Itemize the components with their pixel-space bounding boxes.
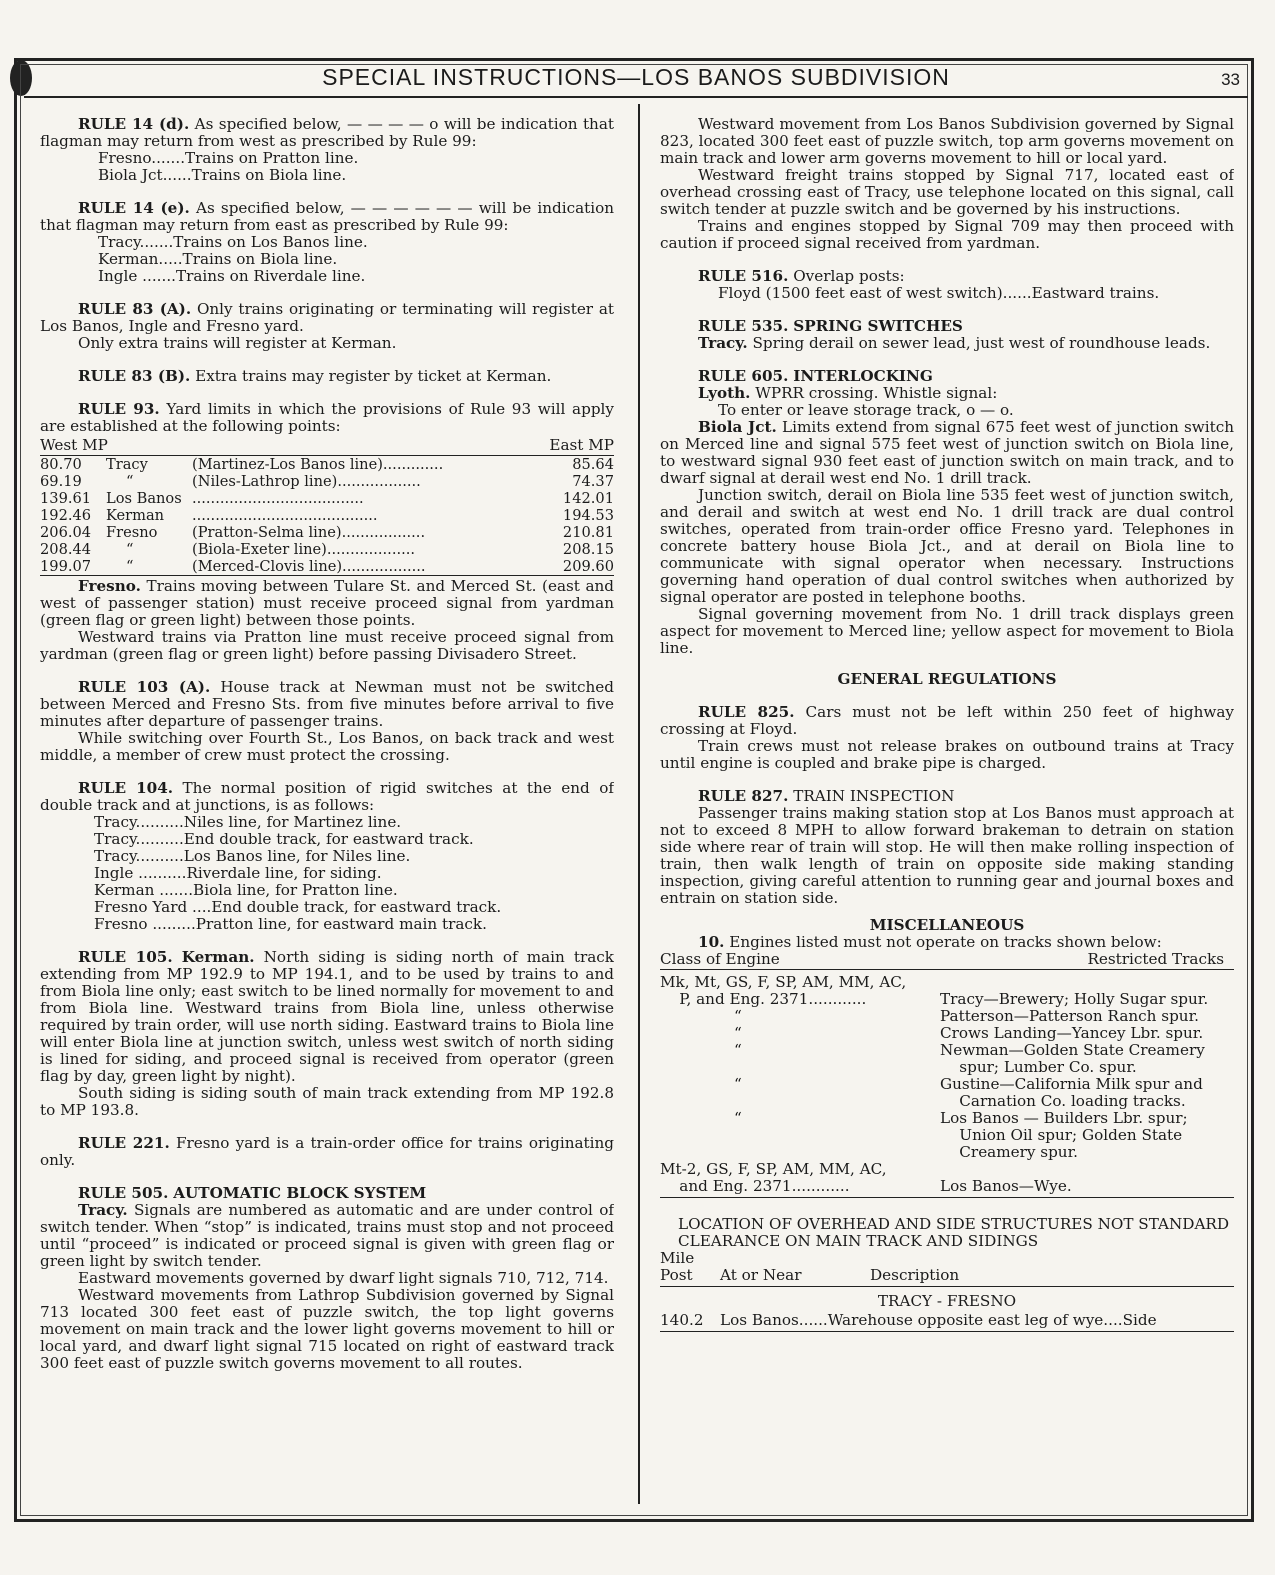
structures-section-label: TRACY - FRESNO <box>877 1292 1017 1310</box>
col-at-or-near: At or Near <box>720 1266 802 1284</box>
rule-605-lyoth: Lyoth. WPRR crossing. Whistle signal: <box>698 384 998 402</box>
engine-row: spur; Lumber Co. spur. <box>940 1058 1137 1076</box>
engine-row: “ Newman—Golden State Creamery <box>734 1041 1205 1059</box>
yard-row: 69.19 “ (Niles-Lathrop line).................. 74.37 <box>40 473 614 490</box>
rule-14e-entry: Tracy.......Trains on Los Banos line. <box>98 233 368 251</box>
fresno-yard-note: Fresno. Trains moving between Tulare St. and Merced St. (east and west of passenger station) must receive proceed signal from yardman (green flag or green light) between those points. <box>40 577 614 629</box>
rule-104: RULE 104. The normal position of rigid switches at the end of double track and at junctions, is as follows: <box>40 779 614 814</box>
rule-83a: RULE 83 (A). Only trains originating or terminating will register at Los Banos, Ingle and Fresno yard. <box>40 300 614 335</box>
yard-row: 208.44 “ (Biola-Exeter line)................... 208.15 <box>40 541 614 558</box>
rule-14e-entry: Kerman.....Trains on Biola line. <box>98 250 338 268</box>
engine-row: Carnation Co. loading tracks. <box>940 1092 1186 1110</box>
engine-table-header <box>660 951 1234 970</box>
rule-103a: RULE 103 (A). House track at Newman must not be switched between Merced and Fresno Sts. from five minutes before arrival to five minutes after departure of passenger trains. <box>40 678 614 730</box>
page-header <box>24 62 1248 98</box>
structures-header-mile: Mile <box>660 1249 695 1267</box>
yard-limits-header <box>40 437 614 456</box>
engine-row: Union Oil spur; Golden State <box>940 1126 1183 1144</box>
engine-row: Mt-2, GS, F, SP, AM, MM, AC, <box>660 1160 887 1178</box>
rule-505: Tracy. Signals are numbered as automatic and are under control of switch tender. When “stop” is indicated, trains must stop and not proceed until “proceed” is indicated or proceed signal is given with green flag or green light by switch tender. <box>40 1201 614 1270</box>
fresno-yard-note-p2: Westward trains via Pratton line must receive proceed signal from yardman (green flag or green light) before passing Divisadero Street. <box>40 628 614 663</box>
yard-row: 206.04 Fresno (Pratton-Selma line).................. 210.81 <box>40 524 614 541</box>
rule-535: Tracy. Spring derail on sewer lead, just west of roundhouse leads. <box>698 334 1211 352</box>
engine-row: P, and Eng. 2371............ Tracy—Brewery; Holly Sugar spur. <box>660 990 1209 1008</box>
engine-row: “ Crows Landing—Yancey Lbr. spur. <box>734 1024 1204 1042</box>
rule-825: RULE 825. Cars must not be left within 250 feet of highway crossing at Floyd. <box>660 703 1234 738</box>
rule-825-p2: Train crews must not release brakes on outbound trains at Tracy until engine is coupled and brake pipe is charged. <box>660 737 1234 772</box>
engine-row: “ Patterson—Patterson Ranch spur. <box>734 1007 1199 1025</box>
rule-104-entry: Ingle ..........Riverdale line, for siding. <box>94 864 382 882</box>
col-class-of-engine: Class of Engine <box>660 950 780 968</box>
column-divider <box>638 104 640 1504</box>
yard-row: 199.07 “ (Merced-Clovis line).................. 209.60 <box>40 558 614 575</box>
rule-505-cont-p3: Trains and engines stopped by Signal 709 may then proceed with caution if proceed signal received from yardman. <box>660 217 1234 252</box>
engine-row: and Eng. 2371............ Los Banos—Wye. <box>660 1178 1234 1198</box>
rule-605-lyoth-entry: To enter or leave storage track, o — o. <box>718 401 1014 419</box>
right-column <box>660 116 1234 1496</box>
rule-605-biola: Biola Jct. Limits extend from signal 675 feet west of junction switch on Merced line and signal 575 feet west of junction switch on Biola line, to westward signal 930 feet east of junction switch on main track, and to dwarf signal at derail west end No. 1 drill track. <box>660 418 1234 487</box>
rule-605-heading: RULE 605. INTERLOCKING <box>698 367 933 385</box>
rule-827-heading: RULE 827. TRAIN INSPECTION <box>698 787 955 805</box>
rule-505-cont-p2: Westward freight trains stopped by Signal 717, located east of overhead crossing east of Tracy, use telephone located on this signal, call switch tender at puzzle switch and be governed by his instructions. <box>660 166 1234 218</box>
rule-14e-entry: Ingle .......Trains on Riverdale line. <box>98 267 366 285</box>
rule-14d-entry: Biola Jct......Trains on Biola line. <box>98 166 347 184</box>
item-10: 10. Engines listed must not operate on tracks shown below: <box>698 933 1162 951</box>
rule-83b: RULE 83 (B). Extra trains may register by ticket at Kerman. <box>78 367 552 385</box>
engine-row: “ Los Banos — Builders Lbr. spur; <box>734 1109 1188 1127</box>
rule-535-heading: RULE 535. SPRING SWITCHES <box>698 317 963 335</box>
rule-14e: RULE 14 (e). As specified below, — — — — — — will be indication that flagman may return from east as prescribed by Rule 99: <box>40 199 614 234</box>
structures-heading: LOCATION OF OVERHEAD AND SIDE STRUCTURES NOT STANDARD CLEARANCE ON MAIN TRACK AND SIDINGS <box>678 1215 1230 1250</box>
page-title: SPECIAL INSTRUCTIONS—LOS BANOS SUBDIVISION <box>322 64 950 90</box>
yard-row: 80.70 Tracy (Martinez-Los Banos line)............. 85.64 <box>40 456 614 473</box>
rule-104-entry: Tracy..........Los Banos line, for Niles line. <box>94 847 411 865</box>
col-west-mp: West MP <box>40 436 108 454</box>
col-post: Post <box>660 1266 693 1284</box>
engine-row: Creamery spur. <box>940 1143 1079 1161</box>
rule-516-entry: Floyd (1500 feet east of west switch)......Eastward trains. <box>718 284 1160 302</box>
rule-505-p3: Westward movements from Lathrop Subdivision governed by Signal 713 located 300 feet east of puzzle switch, the top light governs movement on main track and the lower light governs movement to hill or local yard, and dwarf light signal 715 located on right of eastward track 300 feet east of puzzle switch governs movement to all routes. <box>40 1286 614 1372</box>
rule-83a-p2: Only extra trains will register at Kerman. <box>78 334 397 352</box>
rule-104-entry: Kerman .......Biola line, for Pratton line. <box>94 881 398 899</box>
rule-505-heading: RULE 505. AUTOMATIC BLOCK SYSTEM <box>78 1184 427 1202</box>
structures-row: 140.2 Los Banos......Warehouse opposite east leg of wye....Side <box>660 1312 1234 1332</box>
rule-221: RULE 221. Fresno yard is a train-order office for trains originating only. <box>40 1134 614 1169</box>
left-column <box>40 116 614 1496</box>
rule-104-entry: Tracy..........End double track, for eastward track. <box>94 830 474 848</box>
rule-505-p2: Eastward movements governed by dwarf light signals 710, 712, 714. <box>78 1269 609 1287</box>
rule-14d: RULE 14 (d). As specified below, — — — — o will be indication that flagman may return from west as prescribed by Rule 99: <box>40 116 614 150</box>
yard-row: 139.61 Los Banos ..................................... 142.01 <box>40 490 614 507</box>
rule-105: RULE 105. Kerman. North siding is siding north of main track extending from MP 192.9 to MP 194.1, and to be used by trains to and from Biola line only; east switch to be lined normally for movement to and from Biola line. Westward trains from Biola line, unless otherwise required by train order, will use north siding. Eastward trains to Biola line will enter Biola line at junction switch, unless west switch of north siding is lined for siding, and proceed signal is received from operator (green flag by day, green light by night). <box>40 948 614 1085</box>
page-number: 33 <box>1221 70 1240 89</box>
general-regulations-heading: GENERAL REGULATIONS <box>837 670 1057 688</box>
engine-row: Mk, Mt, GS, F, SP, AM, MM, AC, <box>660 973 907 991</box>
rule-605-p2: Junction switch, derail on Biola line 535 feet west of junction switch, and derail and switch at west end No. 1 drill track are dual control switches, operated from train-order office Fresno yard. Telephones in concrete battery house Biola Jct., and at derail on Biola line to communicate with signal operator when necessary. Instructions governing hand operation of dual control switches when authorized by signal operator are posted in telephone booths. <box>660 486 1234 606</box>
rule-827: Passenger trains making station stop at Los Banos must approach at not to exceed 8 MPH to allow forward brakeman to detrain on station side where rear of train will stop. He will then make rolling inspection of train, then walk length of train on opposite side making standing inspection, giving careful attention to running gear and journal boxes and entrain on station side. <box>660 804 1234 907</box>
rule-105-p2: South siding is siding south of main track extending from MP 192.8 to MP 193.8. <box>40 1084 614 1119</box>
rule-104-entry: Fresno Yard ....End double track, for eastward track. <box>94 898 502 916</box>
rule-516: RULE 516. Overlap posts: <box>698 267 905 285</box>
engine-restriction-table <box>660 974 1234 1198</box>
structures-table-header <box>660 1267 1234 1287</box>
miscellaneous-heading: MISCELLANEOUS <box>869 916 1025 934</box>
rule-104-entry: Tracy..........Niles line, for Martinez line. <box>94 813 402 831</box>
rule-93: RULE 93. Yard limits in which the provisions of Rule 93 will apply are established at the following points: <box>40 400 614 435</box>
rule-103a-p2: While switching over Fourth St., Los Banos, on back track and west middle, a member of crew must protect the crossing. <box>40 729 614 764</box>
engine-row: “ Gustine—California Milk spur and <box>734 1075 1203 1093</box>
rule-605-p3: Signal governing movement from No. 1 drill track displays green aspect for movement to Merced line; yellow aspect for movement to Biola line. <box>660 605 1234 657</box>
rule-14d-entry: Fresno.......Trains on Pratton line. <box>98 149 359 167</box>
yard-row: 192.46 Kerman ........................................ 194.53 <box>40 507 614 524</box>
rule-104-entry: Fresno .........Pratton line, for eastward main track. <box>94 915 487 933</box>
col-restricted-tracks: Restricted Tracks <box>1087 950 1224 968</box>
col-description: Description <box>870 1266 960 1284</box>
col-east-mp: East MP <box>549 436 614 454</box>
yard-limits-table <box>40 456 614 576</box>
rule-505-cont-p1: Westward movement from Los Banos Subdivision governed by Signal 823, located 300 feet east of puzzle switch, top arm governs movement on main track and lower arm governs movement to hill or local yard. <box>660 116 1234 167</box>
